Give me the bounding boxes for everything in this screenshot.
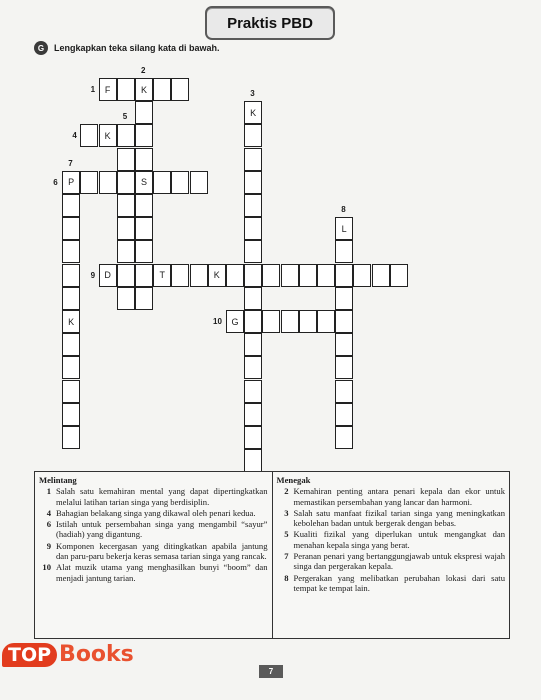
crossword-cell[interactable] (117, 78, 135, 101)
clue-number: 9 (46, 540, 51, 551)
crossword-cell[interactable] (117, 264, 135, 287)
crossword-cell[interactable] (80, 171, 98, 194)
crossword-cell[interactable] (171, 171, 189, 194)
crossword-cell[interactable] (117, 171, 135, 194)
clue-text: Salah satu manfaat fizikal tarian singa yang meningkatkan kebolehan badan untuk bergerak dengan bebas. (293, 507, 505, 529)
clue-number-label: 9 (90, 270, 96, 280)
clue-number-label: 4 (72, 131, 77, 141)
across-title: Melintang (39, 475, 77, 485)
crossword-cell[interactable] (244, 380, 262, 403)
crossword-cell[interactable] (244, 217, 262, 240)
clue-number-label: 6 (53, 177, 58, 187)
crossword-cell[interactable] (226, 264, 244, 287)
crossword-cell[interactable] (117, 287, 135, 310)
clue-text: Komponen kecergasan yang ditingkatkan apabila jantung dan paru-paru bekerja keras semasa tarian singa yang rancak. (56, 540, 268, 562)
crossword-cell[interactable] (99, 171, 117, 194)
clue-number: 5 (284, 529, 289, 540)
crossword-cell[interactable] (117, 217, 135, 240)
crossword-cell[interactable] (117, 124, 135, 147)
crossword-cell[interactable]: T (153, 264, 171, 287)
clue-number: 1 (46, 486, 51, 497)
crossword-cell[interactable] (372, 264, 390, 287)
crossword-cell[interactable]: S (135, 171, 153, 194)
crossword-cell[interactable] (390, 264, 408, 287)
crossword-cell[interactable] (62, 240, 80, 263)
crossword-cell[interactable] (244, 426, 262, 449)
crossword-cell[interactable]: K (208, 264, 226, 287)
crossword-cell[interactable] (171, 78, 189, 101)
clue-item (39, 486, 268, 507)
watermark-top: TOP (2, 643, 57, 667)
crossword-cell[interactable] (335, 333, 353, 356)
clue-item (39, 508, 268, 518)
clue-item (277, 573, 506, 594)
page-title: Praktis PBD (227, 14, 313, 32)
clue-text: Istilah untuk persembahan singa yang mengambil “sayur” (hadiah) yang digantung. (56, 519, 268, 540)
crossword-cell[interactable] (135, 194, 153, 217)
crossword-cell[interactable]: P (62, 171, 80, 194)
crossword-cell[interactable] (62, 403, 80, 426)
crossword-cell[interactable] (62, 264, 80, 287)
crossword-cell[interactable] (62, 194, 80, 217)
crossword-cell[interactable] (153, 171, 171, 194)
crossword-cell[interactable] (135, 287, 153, 310)
clue-item (39, 562, 268, 583)
clue-number-label: 10 (213, 317, 222, 326)
crossword-cell[interactable] (62, 217, 80, 240)
down-title: Menegak (276, 475, 311, 485)
crossword-cell[interactable]: G (226, 310, 244, 333)
clues-box (34, 471, 510, 639)
clue-number: 4 (46, 507, 51, 518)
clue-number: 7 (284, 551, 289, 562)
crossword-cell[interactable] (244, 356, 262, 379)
clue-number: 6 (46, 519, 51, 530)
crossword-cell[interactable]: K (99, 124, 117, 147)
crossword-cell[interactable] (317, 310, 335, 333)
watermark-books: Books (59, 642, 134, 667)
crossword-cell[interactable]: K (135, 78, 153, 101)
crossword-cell[interactable] (244, 240, 262, 263)
crossword-cell[interactable] (335, 356, 353, 379)
clue-item (277, 486, 506, 507)
clue-number-label: 1 (90, 85, 96, 94)
clue-text: Salah satu kemahiran mental yang dapat dipertingkatkan melalui latihan tarian singa yang berdisiplin. (56, 486, 268, 507)
crossword-cell[interactable] (335, 310, 353, 333)
clue-text: Peranan penari yang bertanggungjawab untuk ekspresi wajah singa dan pergerakan kepala. (293, 551, 505, 572)
crossword-cell[interactable] (335, 380, 353, 403)
crossword-cell[interactable] (190, 171, 208, 194)
crossword-cell[interactable] (62, 356, 80, 379)
crossword-cell[interactable] (281, 264, 299, 287)
clue-item (39, 541, 268, 562)
crossword-cell[interactable] (244, 148, 262, 171)
crossword-cell[interactable] (135, 264, 153, 287)
crossword-cell[interactable]: F (99, 78, 117, 101)
clue-text: Pergerakan yang melibatkan perubahan lokasi dari satu tempat ke tempat lain. (293, 572, 505, 593)
crossword-cell[interactable] (80, 124, 98, 147)
crossword-cell[interactable] (190, 264, 208, 287)
crossword-cell[interactable] (244, 310, 262, 333)
crossword-cell[interactable] (281, 310, 299, 333)
crossword-cell[interactable] (244, 449, 262, 472)
clue-number: 2 (284, 486, 289, 497)
crossword-cell[interactable] (171, 264, 189, 287)
clue-number-label: 7 (68, 158, 73, 168)
crossword-cell[interactable] (244, 171, 262, 194)
crossword-cell[interactable] (244, 287, 262, 310)
crossword-cell[interactable] (335, 264, 353, 287)
clue-item (277, 508, 506, 529)
crossword-cell[interactable] (244, 264, 262, 287)
crossword-cell[interactable] (117, 194, 135, 217)
clue-item (277, 529, 506, 550)
crossword-cell[interactable] (62, 333, 80, 356)
crossword-cell[interactable] (299, 264, 317, 287)
clue-item (277, 551, 506, 572)
crossword-cell[interactable] (135, 217, 153, 240)
page-number: 7 (259, 665, 283, 678)
crossword-cell[interactable] (262, 264, 280, 287)
crossword-cell[interactable]: K (62, 310, 80, 333)
crossword-cell[interactable]: K (244, 101, 262, 124)
across-clues (35, 472, 272, 638)
crossword-cell[interactable] (244, 333, 262, 356)
crossword-cell[interactable] (62, 287, 80, 310)
crossword-cell[interactable] (117, 148, 135, 171)
crossword-cell[interactable]: L (335, 217, 353, 240)
clue-number-label: 2 (141, 66, 146, 75)
crossword-cell[interactable] (353, 264, 371, 287)
clue-number-label: 5 (122, 112, 128, 122)
clue-text: Alat muzik utama yang menghasilkan bunyi “boom” dan menjadi jantung tarian. (56, 562, 268, 583)
down-clues (272, 472, 510, 638)
clue-text: Kualiti fizikal yang diperlukan untuk mengangkat dan menahan kepala singa yang berat. (293, 529, 505, 550)
crossword-cell[interactable] (62, 426, 80, 449)
section-badge: G (34, 41, 48, 55)
crossword-cell[interactable] (62, 380, 80, 403)
crossword-cell[interactable] (153, 78, 171, 101)
crossword-cell[interactable] (244, 403, 262, 426)
crossword-cell[interactable] (335, 426, 353, 449)
instruction-text: Lengkapkan teka silang kata di bawah. (54, 43, 220, 53)
crossword-cell[interactable] (244, 124, 262, 147)
clue-item (39, 519, 268, 540)
clue-text: Bahagian belakang singa yang dikawal oleh penari kedua. (56, 507, 256, 518)
crossword-cell[interactable] (299, 310, 317, 333)
crossword-cell[interactable] (135, 101, 153, 124)
crossword-cell[interactable] (135, 124, 153, 147)
crossword-cell[interactable] (117, 240, 135, 263)
clue-text: Kemahiran penting antara penari kepala dan ekor untuk memastikan persembahan yang lancar dan harmoni. (293, 486, 505, 507)
crossword-cell[interactable] (317, 264, 335, 287)
crossword-cell[interactable] (244, 194, 262, 217)
clue-number-label: 3 (250, 89, 255, 99)
clue-number: 3 (284, 507, 289, 518)
clue-number: 10 (42, 562, 51, 573)
crossword-cell[interactable] (335, 287, 353, 310)
crossword-cell[interactable] (135, 148, 153, 171)
crossword-cell[interactable]: D (99, 264, 117, 287)
watermark-logo (2, 642, 134, 667)
crossword-cell[interactable] (135, 240, 153, 263)
crossword-cell[interactable] (262, 310, 280, 333)
crossword-cell[interactable] (335, 240, 353, 263)
clue-number: 8 (284, 572, 289, 583)
clue-number-label: 8 (341, 205, 346, 215)
crossword-cell[interactable] (335, 403, 353, 426)
